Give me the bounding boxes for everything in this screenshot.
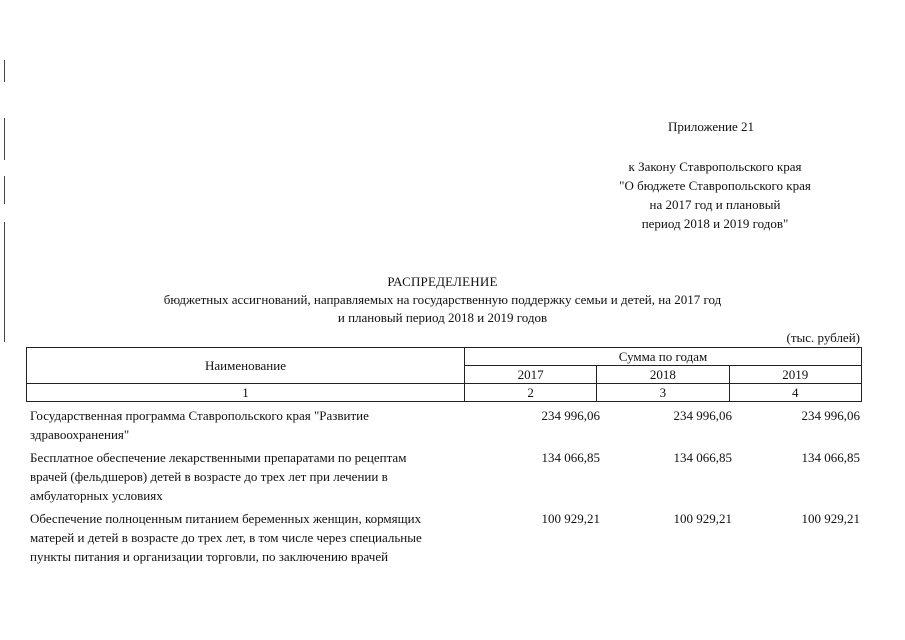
units-note: (тыс. рублей) [786,330,860,345]
scan-edge-line [4,60,5,82]
row-value-2017: 234 996,06 [541,408,600,423]
row-value-2019: 234 996,06 [801,408,860,423]
title-line: бюджетных ассигнований, направляемых на государственную поддержку семьи и детей, на 2017 год [163,292,722,307]
row-value-2017: 100 929,21 [541,511,600,526]
row-name: Обеспечение полноценным питанием беременных женщин, кормящих матерей и детей в возрасте до трех лет, в том числе через специальные пункты питания и организации торговли, по заключению врачей [30,511,422,564]
column-number: 2 [465,384,597,402]
table-row [30,448,862,505]
row-name: Бесплатное обеспечение лекарственными препаратами по рецептам врачей (фельдшеров) детей в возрасте до трех лет при лечении в амбулаторных условиях [30,450,407,503]
document-title [60,273,825,327]
scan-edge-line [4,176,5,204]
column-number: 3 [597,384,729,402]
column-number: 1 [27,384,465,402]
title-heading: РАСПРЕДЕЛЕНИЕ [387,274,498,289]
table-header [26,347,862,402]
law-reference [580,157,850,233]
appendix-number: Приложение 21 [668,119,755,134]
column-header-name: Наименование [27,348,465,384]
scan-edge-line [4,222,5,342]
law-line: к Закону Ставропольского края [628,159,802,174]
row-name: Государственная программа Ставропольского края "Развитие здравоохранения" [30,408,369,442]
row-value-2017: 134 066,85 [541,450,600,465]
table-body [30,406,862,570]
law-line: период 2018 и 2019 годов" [641,216,789,231]
row-value-2018: 234 996,06 [673,408,732,423]
row-value-2018: 100 929,21 [673,511,732,526]
table-row [30,509,862,566]
law-line: "О бюджете Ставропольского края [619,178,811,193]
column-number: 4 [729,384,861,402]
column-header-year: 2018 [597,366,729,384]
column-header-sum: Сумма по годам [465,348,862,366]
table-row [30,406,862,444]
row-value-2018: 134 066,85 [673,450,732,465]
column-header-year: 2017 [465,366,597,384]
row-value-2019: 100 929,21 [801,511,860,526]
scan-edge-line [4,118,5,160]
column-header-year: 2019 [729,366,861,384]
row-value-2019: 134 066,85 [801,450,860,465]
law-line: на 2017 год и плановый [649,197,781,212]
title-line: и плановый период 2018 и 2019 годов [337,310,548,325]
